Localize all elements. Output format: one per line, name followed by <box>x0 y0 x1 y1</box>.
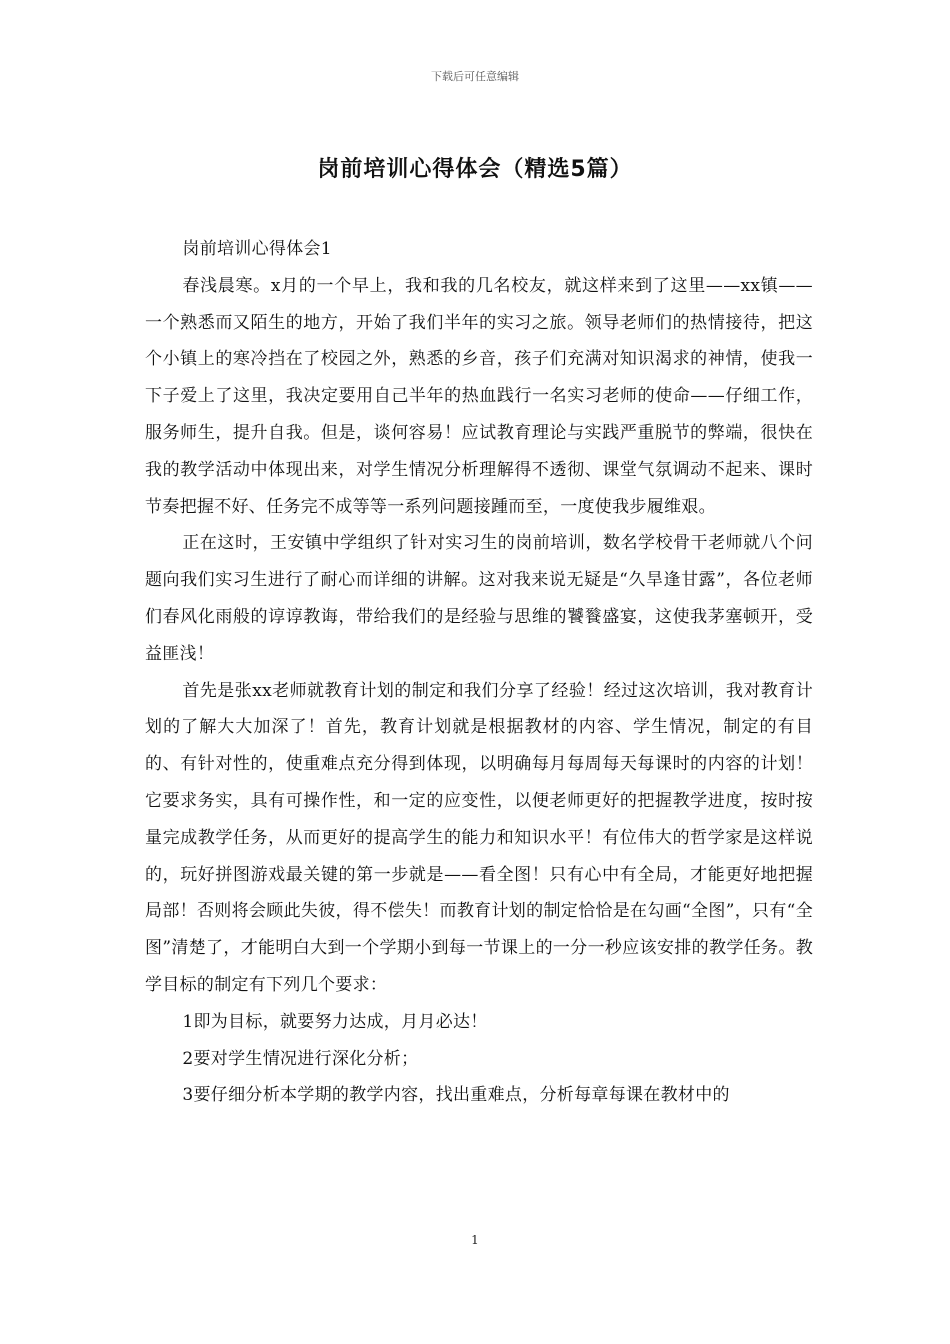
paragraph: 正在这时，王安镇中学组织了针对实习生的岗前培训，数名学校骨干老师就八个问题向我们实习生进行了耐心而详细的讲解。这对我来说无疑是“久旱逢甘露”，各位老师们春风化雨般的谆谆教诲，带给我们的是经验与思维的饕餮盛宴，这使我茅塞顿开，受益匪浅！ <box>145 533 813 664</box>
list-item: 2要对学生情况进行深化分析； <box>182 1048 419 1069</box>
page-number: 1 <box>471 1233 479 1247</box>
list-item: 1即为目标，就要努力达成，月月必达！ <box>182 1011 488 1032</box>
paragraph: 首先是张xx老师就教育计划的制定和我们分享了经验！经过这次培训，我对教育计划的了解大大加深了！首先，教育计划就是根据教材的内容、学生情况，制定的有目的、有针对性的，使重难点充分得到体现，以明确每月每周每天每课时的内容的计划！它要求务实，具有可操作性，和一定的应变性，以便老师更好的把握教学进度，按时按量完成教学任务，从而更好的提高学生的能力和知识水平！有位伟大的哲学家是这样说的，玩好拼图游戏最关键的第一步就是——看全图！只有心中有全局，才能更好地把握局部！否则将会顾此失彼，得不偿失！而教育计划的制定恰恰是在勾画“全图”，只有“全图”清楚了，才能明白大到一个学期小到每一节课上的一分一秒应该安排的教学任务。教学目标的制定有下列几个要求： <box>145 680 813 995</box>
document-body <box>145 231 813 1114</box>
header-note: 下载后可任意编辑 <box>431 70 519 83</box>
paragraph: 春浅晨寒。x月的一个早上，我和我的几名校友，就这样来到了这里——xx镇——一个熟悉而又陌生的地方，开始了我们半年的实习之旅。领导老师们的热情接待，把这个小镇上的寒冷挡在了校园之外，熟悉的乡音，孩子们充满对知识渴求的神情，使我一下子爱上了这里，我决定要用自己半年的热血践行一名实习老师的使命——仔细工作，服务师生，提升自我。但是，谈何容易！应试教育理论与实践严重脱节的弊端，很快在我的教学活动中体现出来，对学生情况分析理解得不透彻、课堂气氛调动不起来、课时节奏把握不好、任务完不成等等一系列问题接踵而至，一度使我步履维艰。 <box>145 275 813 517</box>
document-title: 岗前培训心得体会（精选5篇） <box>317 157 633 182</box>
list-item: 3要仔细分析本学期的教学内容，找出重难点，分析每章每课在教材中的 <box>182 1085 730 1106</box>
section-heading: 岗前培训心得体会1 <box>182 239 332 259</box>
